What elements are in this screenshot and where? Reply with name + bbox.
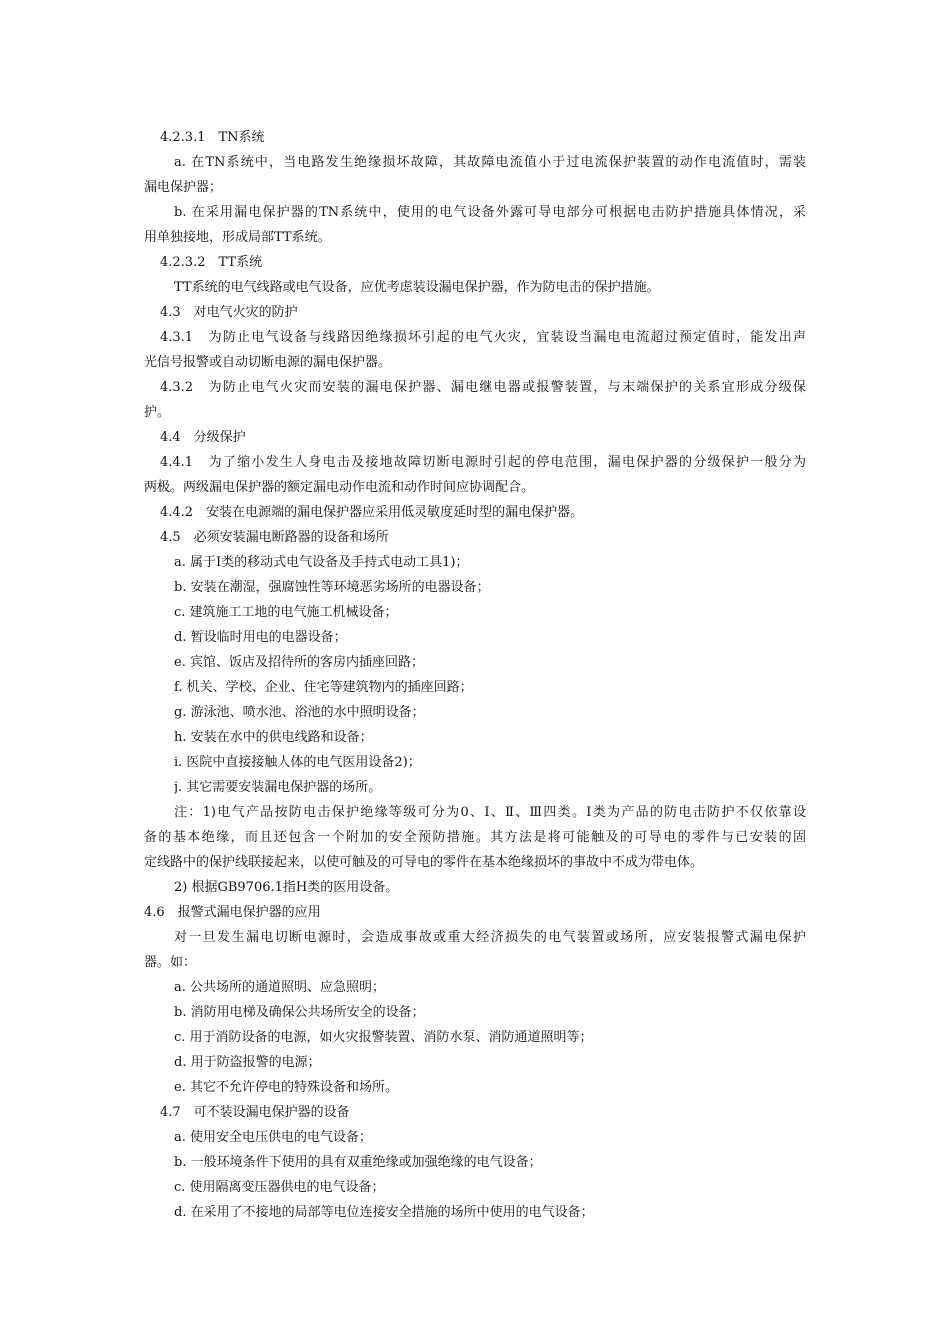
list-item: h. 安装在水中的供电线路和设备； — [174, 730, 373, 745]
paragraph-line: a. 在TN系统中，当电路发生绝缘损坏故障，其故障电流值小于过电流保护装置的动作电流值时，需装 — [174, 155, 806, 170]
heading-4-7: 4.7 可不装设漏电保护器的设备 — [160, 1105, 350, 1120]
heading-4-2-3-2: 4.2.3.2 TT系统 — [160, 255, 263, 270]
paragraph-line: 漏电保护器； — [144, 180, 223, 195]
list-item: e. 宾馆、饭店及招待所的客房内插座回路； — [174, 655, 424, 670]
paragraph-line: 4.4.1 为了缩小发生人身电击及接地故障切断电源时引起的停电范围，漏电保护器的分级保护一般分为 — [160, 455, 806, 470]
paragraph-line: 用单独接地，形成局部TT系统。 — [144, 230, 331, 245]
list-item: b. 消防用电梯及确保公共场所安全的设备； — [174, 1005, 425, 1020]
list-item: c. 用于消防设备的电源，如火灾报警装置、消防水泵、消防通道照明等； — [174, 1030, 593, 1045]
paragraph-line: b. 在采用漏电保护器的TN系统中，使用的电气设备外露可导电部分可根据电击防护措施具体情况，采 — [174, 205, 806, 220]
list-item: d. 用于防盗报警的电源； — [174, 1055, 321, 1070]
note-line: 注：1)电气产品按防电击保护绝缘等级可分为0、Ⅰ、Ⅱ、Ⅲ四类。Ⅰ类为产品的防电击防护不仅依靠设 — [174, 805, 806, 820]
heading-4-4: 4.4 分级保护 — [160, 430, 246, 445]
note-line: 定线路中的保护线联接起来，以使可触及的可导电的零件在基本绝缘损坏的事故中不成为带电体。 — [144, 855, 704, 870]
paragraph-line: 对一旦发生漏电切断电源时，会造成事故或重大经济损失的电气装置或场所，应安装报警式漏电保护 — [174, 930, 806, 945]
paragraph-line: 4.3.2 为防止电气火灾而安装的漏电保护器、漏电继电器或报警装置，与末端保护的关系宜形成分级保 — [160, 380, 806, 395]
list-item: a. 属于Ⅰ类的移动式电气设备及手持式电动工具1)； — [174, 555, 469, 570]
paragraph-line: 护。 — [144, 405, 171, 420]
heading-4-5: 4.5 必须安装漏电断路器的设备和场所 — [160, 530, 389, 545]
list-item: b. 安装在潮湿，强腐蚀性等环境恶劣场所的电器设备； — [174, 580, 490, 595]
heading-4-3: 4.3 对电气火灾的防护 — [160, 305, 298, 320]
list-item: c. 建筑施工工地的电气施工机械设备； — [174, 605, 398, 620]
list-item: b. 一般环境条件下使用的具有双重绝缘或加强绝缘的电气设备； — [174, 1155, 542, 1170]
list-item: d. 暂设临时用电的电器设备； — [174, 630, 347, 645]
list-item: a. 使用安全电压供电的电气设备； — [174, 1130, 373, 1145]
heading-4-2-3-1: 4.2.3.1 TN系统 — [160, 130, 265, 145]
heading-4-6: 4.6 报警式漏电保护器的应用 — [144, 905, 321, 920]
list-item: f. 机关、学校、企业、住宅等建筑物内的插座回路； — [174, 680, 473, 695]
note-line: 备的基本绝缘，而且还包含一个附加的安全预防措施。其方法是将可能触及的可导电的零件与已安装的固 — [144, 830, 806, 845]
note-line: 2) 根据GB9706.1指H类的医用设备。 — [174, 880, 399, 895]
list-item: i. 医院中直接接触人体的电气医用设备2)； — [174, 755, 421, 770]
list-item: c. 使用隔离变压器供电的电气设备； — [174, 1180, 385, 1195]
list-item: j. 其它需要安装漏电保护器的场所。 — [174, 780, 382, 795]
list-item: a. 公共场所的通道照明、应急照明； — [174, 980, 386, 995]
paragraph-line: 两极。两级漏电保护器的额定漏电动作电流和动作时间应协调配合。 — [144, 480, 535, 495]
paragraph-line: 器。如： — [144, 955, 197, 970]
list-item: e. 其它不允许停电的特殊设备和场所。 — [174, 1080, 398, 1095]
list-item: g. 游泳池、喷水池、浴池的水中照明设备； — [174, 705, 425, 720]
list-item: d. 在采用了不接地的局部等电位连接安全措施的场所中使用的电气设备； — [174, 1205, 594, 1220]
paragraph-line: 4.4.2 安装在电源端的漏电保护器应采用低灵敏度延时型的漏电保护器。 — [160, 505, 584, 520]
paragraph-line: 4.3.1 为防止电气设备与线路因绝缘损坏引起的电气火灾，宜装设当漏电电流超过预定值时，能发出声 — [160, 330, 806, 345]
paragraph-line: 光信号报警或自动切断电源的漏电保护器。 — [144, 355, 392, 370]
paragraph-line: TT系统的电气线路或电气设备，应优考虑装设漏电保护器，作为防电击的保护措施。 — [174, 280, 660, 295]
